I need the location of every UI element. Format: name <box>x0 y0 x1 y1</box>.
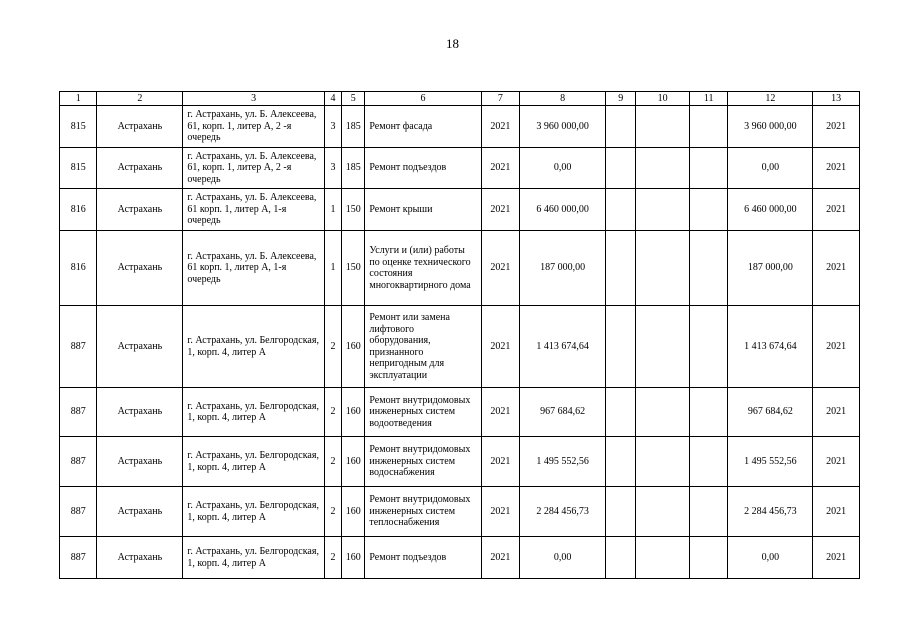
code-cell: 887 <box>60 388 97 437</box>
col4-cell: 2 <box>324 537 341 579</box>
address-cell: г. Астрахань, ул. Б. Алексеева, 61 корп. 1, литер А, 1-я очередь <box>183 189 325 231</box>
page-number: 18 <box>446 36 459 51</box>
city-cell: Астрахань <box>97 231 183 306</box>
address-cell: г. Астрахань, ул. Белгородская, 1, корп. 4, литер А <box>183 487 325 537</box>
col9-cell <box>606 306 636 388</box>
column-header: 3 <box>183 92 325 106</box>
total-cost-cell: 0,00 <box>520 148 606 189</box>
address-cell: г. Астрахань, ул. Б. Алексеева, 61, корп. 1, литер А, 2 -я очередь <box>183 148 325 189</box>
col13-cell: 2021 <box>813 148 860 189</box>
col5-cell: 150 <box>342 189 365 231</box>
city-cell: Астрахань <box>97 437 183 487</box>
city-cell: Астрахань <box>97 148 183 189</box>
col11-cell <box>689 148 727 189</box>
col5-cell: 185 <box>342 106 365 148</box>
work-type-cell: Ремонт внутридомовых инженерных систем водоотведения <box>365 388 481 437</box>
col10-cell <box>636 437 690 487</box>
total-cost-cell: 967 684,62 <box>520 388 606 437</box>
work-type-cell: Услуги и (или) работы по оценке технического состояния многоквартирного дома <box>365 231 481 306</box>
work-type-cell: Ремонт внутридомовых инженерных систем водоснабжения <box>365 437 481 487</box>
col13-cell: 2021 <box>813 189 860 231</box>
code-cell: 815 <box>60 106 97 148</box>
city-cell: Астрахань <box>97 306 183 388</box>
col9-cell <box>606 189 636 231</box>
table-row <box>60 388 860 437</box>
code-cell: 887 <box>60 487 97 537</box>
address-cell: г. Астрахань, ул. Б. Алексеева, 61 корп. 1, литер А, 1-я очередь <box>183 231 325 306</box>
year-cell: 2021 <box>481 388 519 437</box>
col9-cell <box>606 487 636 537</box>
col9-cell <box>606 388 636 437</box>
col13-cell: 2021 <box>813 231 860 306</box>
table-row <box>60 231 860 306</box>
col13-cell: 2021 <box>813 306 860 388</box>
col10-cell <box>636 231 690 306</box>
col9-cell <box>606 106 636 148</box>
code-cell: 887 <box>60 537 97 579</box>
column-number-row <box>60 92 860 106</box>
col11-cell <box>689 189 727 231</box>
total-cost-cell: 3 960 000,00 <box>520 106 606 148</box>
table-row <box>60 306 860 388</box>
code-cell: 816 <box>60 189 97 231</box>
city-cell: Астрахань <box>97 388 183 437</box>
col12-cell: 1 413 674,64 <box>728 306 813 388</box>
col4-cell: 2 <box>324 306 341 388</box>
col4-cell: 3 <box>324 106 341 148</box>
col9-cell <box>606 437 636 487</box>
col4-cell: 2 <box>324 487 341 537</box>
year-cell: 2021 <box>481 189 519 231</box>
column-header: 13 <box>813 92 860 106</box>
column-header: 2 <box>97 92 183 106</box>
work-type-cell: Ремонт подъездов <box>365 537 481 579</box>
year-cell: 2021 <box>481 437 519 487</box>
col5-cell: 160 <box>342 306 365 388</box>
column-header: 12 <box>728 92 813 106</box>
col13-cell: 2021 <box>813 537 860 579</box>
col10-cell <box>636 388 690 437</box>
col11-cell <box>689 537 727 579</box>
total-cost-cell: 1 495 552,56 <box>520 437 606 487</box>
col9-cell <box>606 231 636 306</box>
address-cell: г. Астрахань, ул. Белгородская, 1, корп. 4, литер А <box>183 306 325 388</box>
work-type-cell: Ремонт крыши <box>365 189 481 231</box>
address-cell: г. Астрахань, ул. Белгородская, 1, корп. 4, литер А <box>183 537 325 579</box>
col11-cell <box>689 388 727 437</box>
year-cell: 2021 <box>481 231 519 306</box>
total-cost-cell: 0,00 <box>520 537 606 579</box>
city-cell: Астрахань <box>97 189 183 231</box>
col10-cell <box>636 148 690 189</box>
col11-cell <box>689 306 727 388</box>
col4-cell: 1 <box>324 189 341 231</box>
city-cell: Астрахань <box>97 537 183 579</box>
col5-cell: 160 <box>342 437 365 487</box>
col10-cell <box>636 487 690 537</box>
code-cell: 887 <box>60 306 97 388</box>
col10-cell <box>636 537 690 579</box>
code-cell: 815 <box>60 148 97 189</box>
col5-cell: 185 <box>342 148 365 189</box>
code-cell: 887 <box>60 437 97 487</box>
col12-cell: 0,00 <box>728 537 813 579</box>
total-cost-cell: 187 000,00 <box>520 231 606 306</box>
total-cost-cell: 6 460 000,00 <box>520 189 606 231</box>
table-row <box>60 148 860 189</box>
col4-cell: 2 <box>324 388 341 437</box>
col12-cell: 1 495 552,56 <box>728 437 813 487</box>
code-cell: 816 <box>60 231 97 306</box>
column-header: 11 <box>689 92 727 106</box>
col11-cell <box>689 487 727 537</box>
col5-cell: 160 <box>342 537 365 579</box>
column-header: 7 <box>481 92 519 106</box>
col12-cell: 187 000,00 <box>728 231 813 306</box>
col4-cell: 3 <box>324 148 341 189</box>
table-row <box>60 437 860 487</box>
total-cost-cell: 2 284 456,73 <box>520 487 606 537</box>
col13-cell: 2021 <box>813 388 860 437</box>
col9-cell <box>606 537 636 579</box>
address-cell: г. Астрахань, ул. Б. Алексеева, 61, корп. 1, литер А, 2 -я очередь <box>183 106 325 148</box>
col13-cell: 2021 <box>813 437 860 487</box>
col11-cell <box>689 231 727 306</box>
table-row <box>60 487 860 537</box>
year-cell: 2021 <box>481 148 519 189</box>
address-cell: г. Астрахань, ул. Белгородская, 1, корп. 4, литер А <box>183 388 325 437</box>
year-cell: 2021 <box>481 106 519 148</box>
col12-cell: 3 960 000,00 <box>728 106 813 148</box>
col5-cell: 150 <box>342 231 365 306</box>
col4-cell: 1 <box>324 231 341 306</box>
year-cell: 2021 <box>481 537 519 579</box>
table-row <box>60 189 860 231</box>
col11-cell <box>689 437 727 487</box>
col13-cell: 2021 <box>813 106 860 148</box>
column-header: 10 <box>636 92 690 106</box>
work-type-cell: Ремонт фасада <box>365 106 481 148</box>
col5-cell: 160 <box>342 388 365 437</box>
col10-cell <box>636 106 690 148</box>
col10-cell <box>636 306 690 388</box>
col5-cell: 160 <box>342 487 365 537</box>
column-header: 1 <box>60 92 97 106</box>
col10-cell <box>636 189 690 231</box>
work-type-cell: Ремонт внутридомовых инженерных систем теплоснабжения <box>365 487 481 537</box>
city-cell: Астрахань <box>97 106 183 148</box>
col11-cell <box>689 106 727 148</box>
column-header: 8 <box>520 92 606 106</box>
col12-cell: 0,00 <box>728 148 813 189</box>
work-type-cell: Ремонт или замена лифтового оборудования, признанного непригодным для эксплуатации <box>365 306 481 388</box>
column-header: 5 <box>342 92 365 106</box>
table-row <box>60 537 860 579</box>
col12-cell: 2 284 456,73 <box>728 487 813 537</box>
col9-cell <box>606 148 636 189</box>
column-header: 6 <box>365 92 481 106</box>
column-header: 9 <box>606 92 636 106</box>
col13-cell: 2021 <box>813 487 860 537</box>
work-type-cell: Ремонт подъездов <box>365 148 481 189</box>
col12-cell: 6 460 000,00 <box>728 189 813 231</box>
year-cell: 2021 <box>481 487 519 537</box>
address-cell: г. Астрахань, ул. Белгородская, 1, корп. 4, литер А <box>183 437 325 487</box>
col4-cell: 2 <box>324 437 341 487</box>
col12-cell: 967 684,62 <box>728 388 813 437</box>
city-cell: Астрахань <box>97 487 183 537</box>
total-cost-cell: 1 413 674,64 <box>520 306 606 388</box>
table-row <box>60 106 860 148</box>
year-cell: 2021 <box>481 306 519 388</box>
column-header: 4 <box>324 92 341 106</box>
repair-schedule-table <box>59 91 860 579</box>
